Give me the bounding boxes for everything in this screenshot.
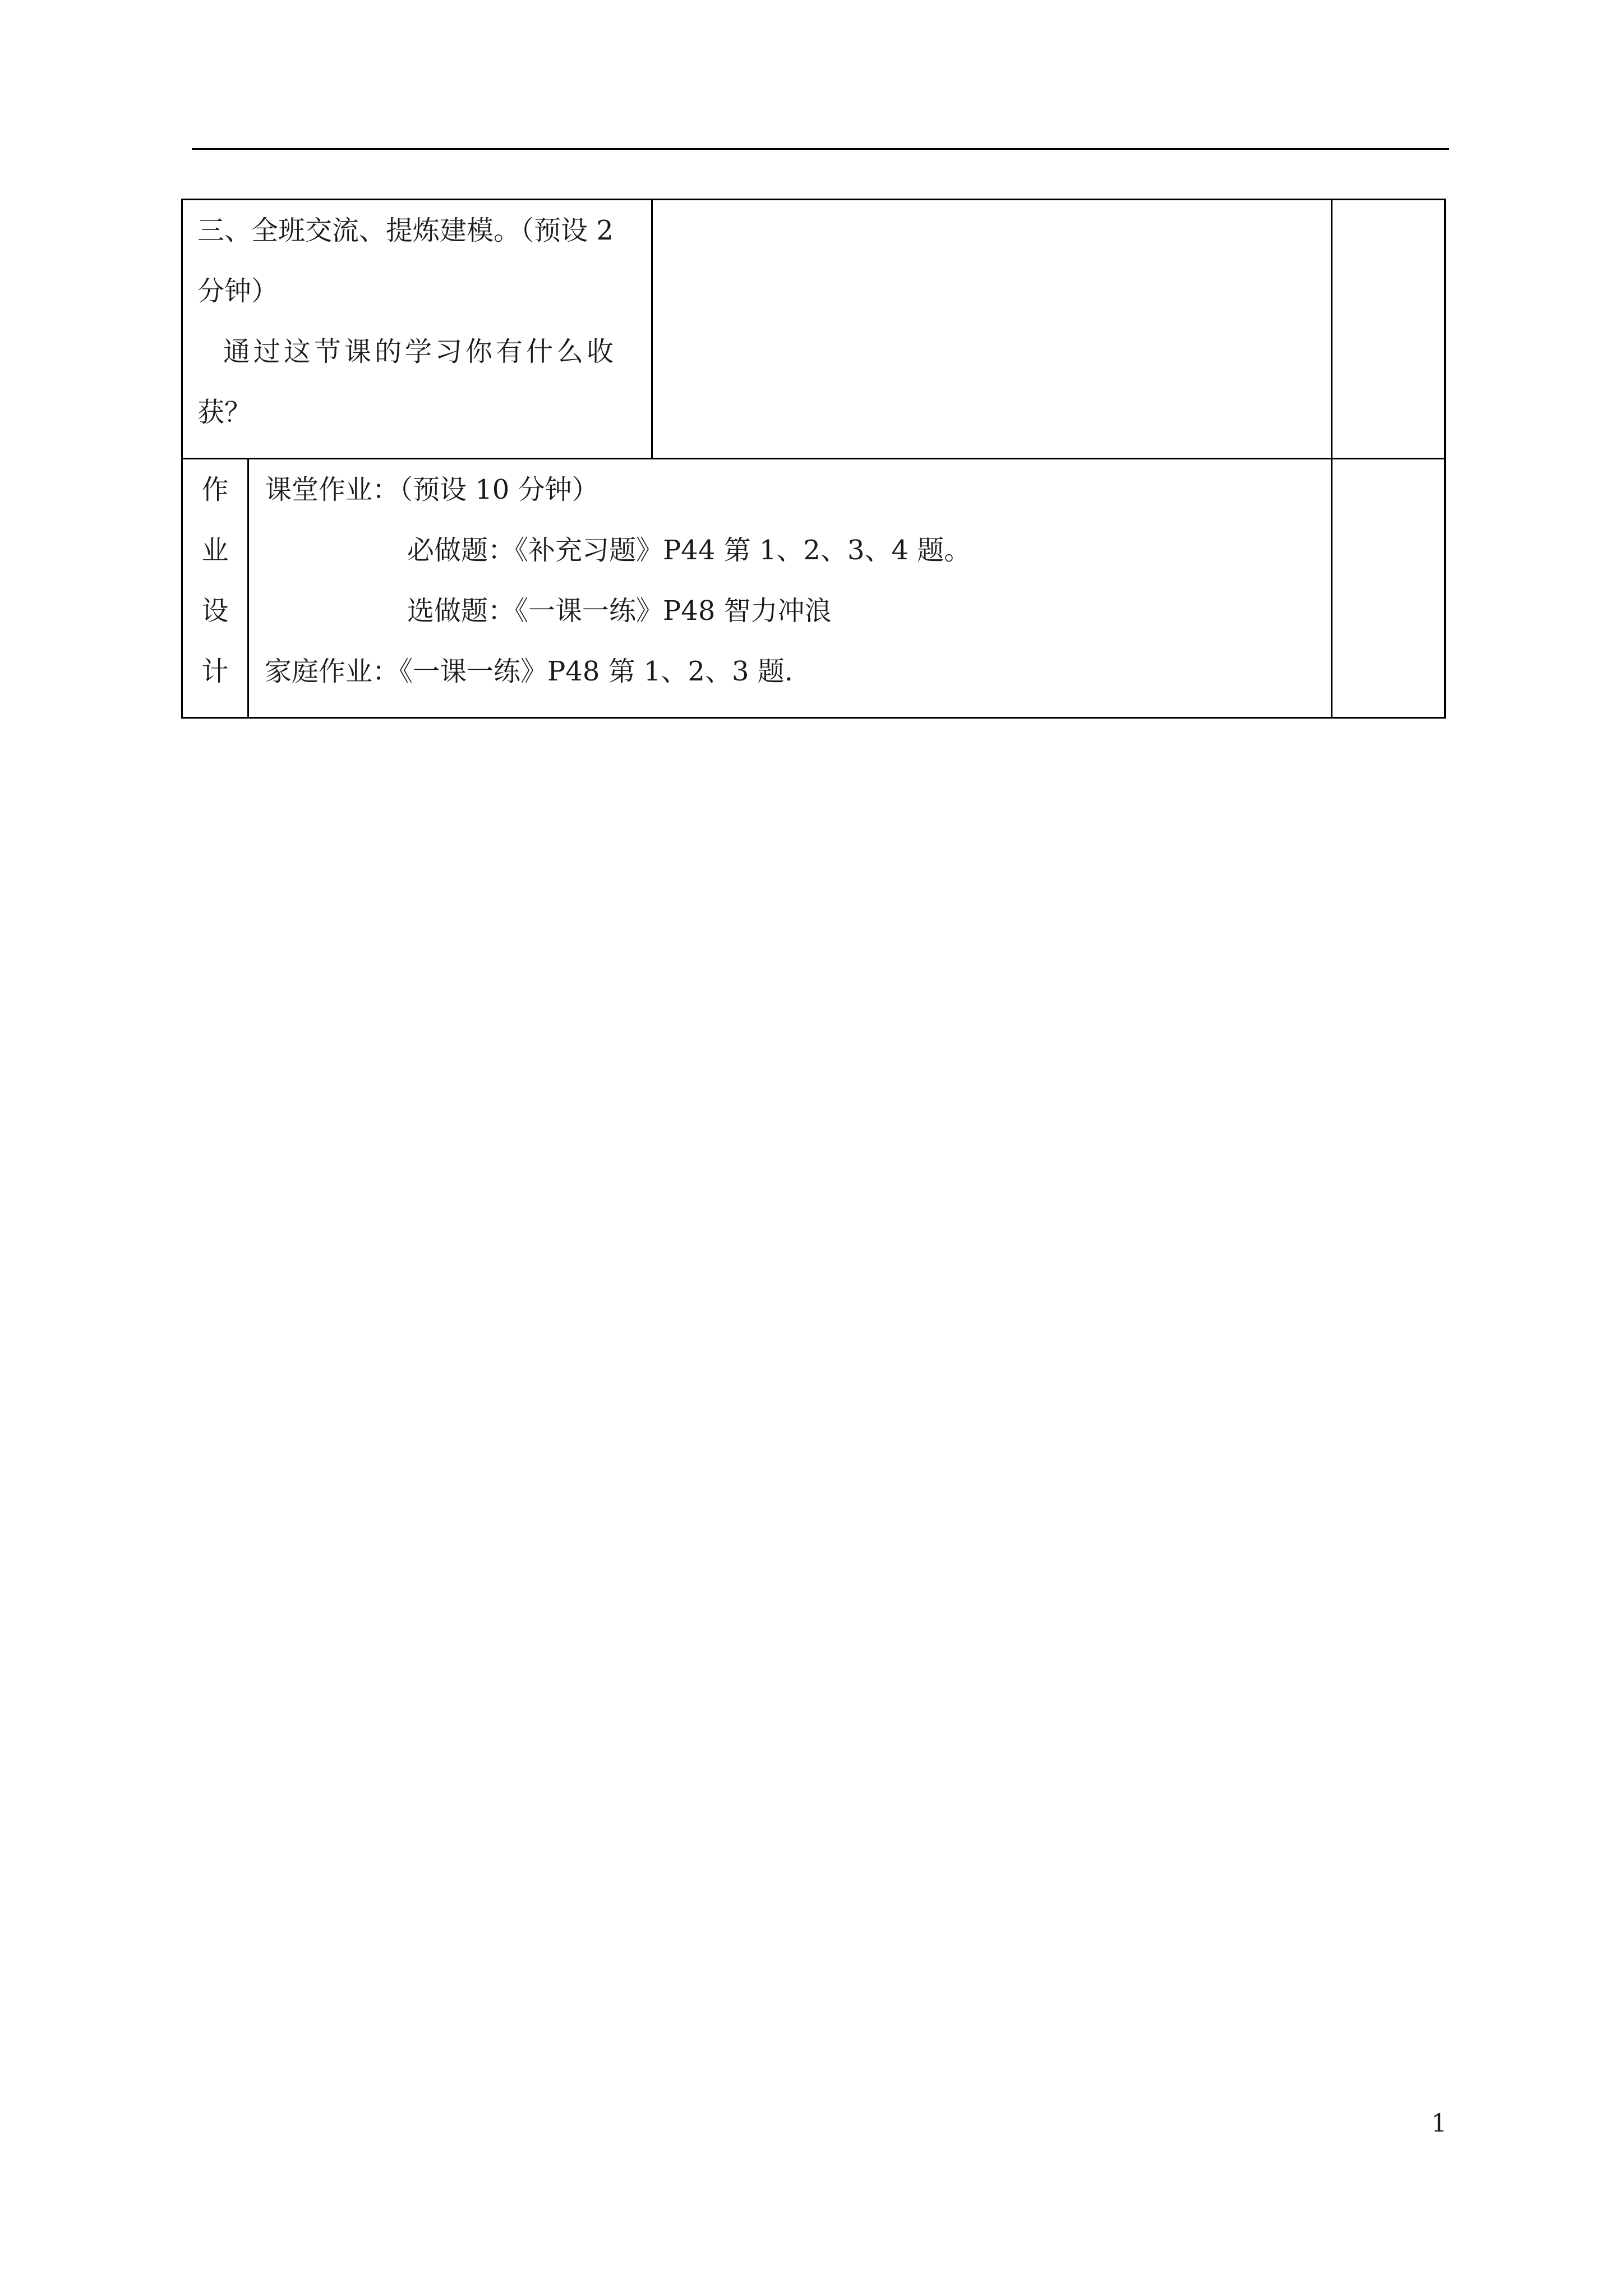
homework-label-char: 作 — [201, 474, 229, 505]
section3-question-cont: 获？ — [197, 397, 252, 428]
home-assignment: 家庭作业：《一课一练》P48 第 1、2、3 题. — [265, 656, 794, 687]
homework-label-cell — [182, 459, 248, 718]
lesson-plan-table — [181, 199, 1446, 719]
page-number: 1 — [1431, 2109, 1447, 2138]
table-row-summary — [182, 200, 1445, 459]
homework-notes-cell — [1332, 459, 1445, 718]
classwork-title: 课堂作业：（预设 10 分钟） — [265, 474, 599, 505]
homework-label-char: 计 — [201, 656, 229, 687]
section3-question: 通过这节课的学习你有什么收 — [223, 336, 617, 367]
homework-content-cell — [248, 459, 1332, 718]
section3-heading: 三、全班交流、提炼建模。（预设 2 — [197, 215, 614, 246]
section3-heading-cont: 分钟） — [197, 275, 279, 307]
summary-notes-cell — [1332, 200, 1445, 459]
summary-empty-cell — [652, 200, 1332, 459]
optional-exercises: 选做题：《一课一练》P48 智力冲浪 — [407, 595, 832, 627]
homework-label-char: 业 — [201, 535, 229, 566]
summary-cell — [182, 200, 652, 459]
required-exercises: 必做题：《补充习题》P44 第 1、2、3、4 题。 — [407, 535, 971, 566]
table-row-homework — [182, 459, 1445, 718]
homework-label-char: 设 — [201, 595, 229, 627]
header-rule — [192, 148, 1449, 150]
